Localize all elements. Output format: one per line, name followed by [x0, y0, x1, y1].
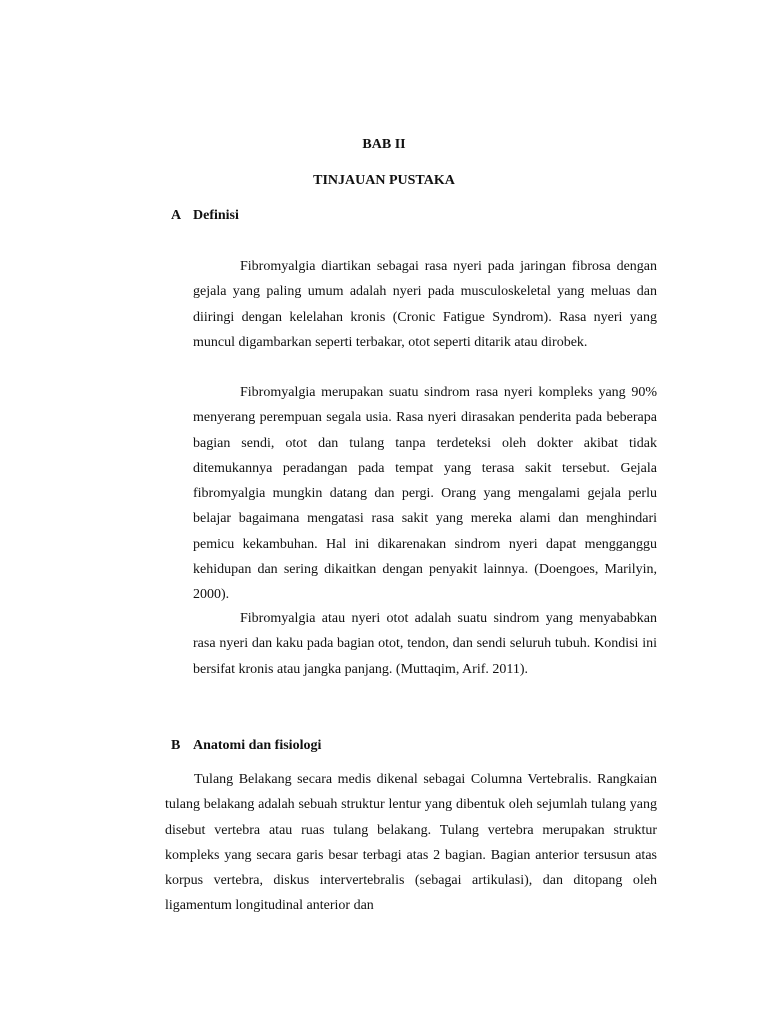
section-b-paragraph-1: Tulang Belakang secara medis dikenal sebagai Columna Vertebralis. Rangkaian tulang belakang adalah sebuah struktur lentur yang dibentuk oleh sejumlah tulang yang disebut vertebra atau ruas tulang belakang. Tulang vertebra merupakan struktur kompleks yang secara garis besar terbagi atas 2 bagian. Bagian anterior tersusun atas korpus vertebra, diskus intervertebralis (sebagai artikulasi), dan ditopang oleh ligamentum longitudinal anterior dan [165, 772, 657, 914]
section-b-heading [171, 737, 391, 755]
chapter-number: BAB II [362, 137, 406, 152]
section-a-letter: A [171, 208, 182, 223]
section-b-title: Anatomi dan fisiologi [193, 738, 322, 753]
section-a-paragraph-1: Fibromyalgia diartikan sebagai rasa nyeri pada jaringan fibrosa dengan gejala yang paling umum adalah nyeri pada musculoskeletal yang meluas dan diiringi dengan kelelahan kronis (Cronic Fatigue Syndrom). Rasa nyeri yang muncul digambarkan seperti terbakar, otot seperti ditarik atau dirobek. [193, 259, 657, 350]
section-a-paragraph-3: Fibromyalgia atau nyeri otot adalah suatu sindrom yang menyababkan rasa nyeri dan kaku pada bagian otot, tendon, dan sendi seluruh tubuh. Kondisi ini bersifat kronis atau jangka panjang. (Muttaqim, Arif. 2011). [193, 611, 657, 677]
section-b-letter: B [171, 738, 181, 753]
chapter-title: TINJAUAN PUSTAKA [313, 173, 455, 188]
section-a-heading [171, 207, 371, 225]
section-a-paragraph-2: Fibromyalgia merupakan suatu sindrom rasa nyeri kompleks yang 90% menyerang perempuan segala usia. Rasa nyeri dirasakan penderita pada beberapa bagian sendi, otot dan tulang tanpa terdeteksi oleh dokter akibat tidak ditemukannya peradangan pada tempat yang terasa sakit tersebut. Gejala fibromyalgia mungkin datang dan pergi. Orang yang mengalami gejala perlu belajar bagaimana mengatasi rasa sakit yang mereka alami dan menghindari pemicu kekambuhan. Hal ini dikarenakan sindrom nyeri dapat mengganggu kehidupan dan sering dikaitkan dengan penyakit lainnya. (Doengoes, Marilyin, 2000). [193, 385, 657, 603]
section-a-title: Definisi [193, 208, 239, 223]
